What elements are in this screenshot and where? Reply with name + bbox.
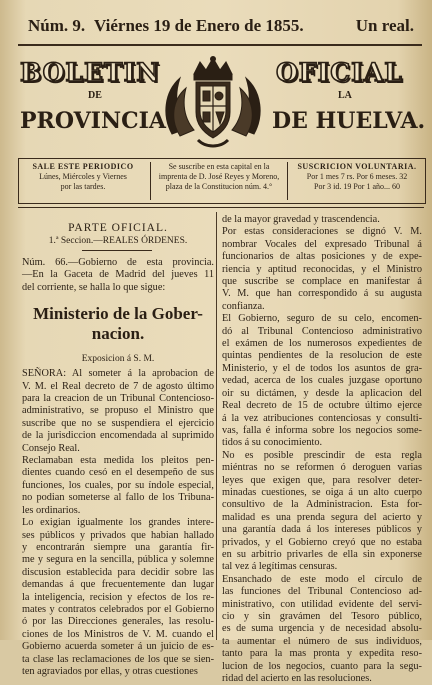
right-column (222, 214, 422, 685)
text-line: la inteligencia, recision y efectos de los re- (22, 591, 214, 603)
text-line: ó por las Direcciones generales, las resolu- (22, 616, 214, 628)
text-line: para la creacion de un Tribunal Contencioso- (22, 393, 214, 405)
text-line: ses públicos y privados que habian hallado (22, 529, 214, 541)
subscription-place (150, 162, 288, 200)
ministry-line-2: nacion. (91, 324, 145, 344)
prices-title: SUSCRICION VOLUNTARIA. (297, 162, 417, 171)
text-line: Reclamaban esta medida los pleitos pen- (22, 455, 214, 467)
text-line: ciones de los Ministros de V. M. cuando el (22, 628, 214, 640)
left-body-text (22, 368, 214, 678)
text-line: consultivo de la Administracion. Esta for- (222, 499, 422, 511)
text-line: les ordinarios. (22, 504, 81, 516)
text-line: ministrativo, con utilidad evidente del servi- (222, 598, 422, 610)
text-line: El Gobierno, seguro de su celo, encomen- (222, 313, 422, 325)
text-line: minadas cuestiones, se oiga á un alto cuerpo (222, 486, 422, 498)
right-body-text (222, 214, 422, 685)
issue-header (18, 14, 422, 46)
prices-line-1: Por 1 mes 7 rs. Por 6 meses. 32 (306, 172, 408, 181)
text-line: demandas á que frecuentemente dan lugar (22, 579, 214, 591)
ministry-line-1: Ministerio de la Gober- (33, 304, 203, 324)
prices-line-2: Por 3 id. 19 Por 1 año... 60 (314, 182, 400, 191)
masthead-boletin: BOLETIN (20, 58, 161, 87)
text-line: ridad del acierto en las resoluciones. (222, 673, 372, 685)
coat-of-arms-icon (158, 56, 268, 152)
text-line: administrativo, se propuso el Ministro que (22, 405, 214, 417)
text-line: á la vez atribuciones contenciosas y consulti- (222, 412, 422, 424)
text-line: del corriente, se halla lo que sigue: (22, 281, 166, 293)
text-line: tidos á su conocimiento. (222, 437, 323, 449)
text-line: Consejo Real. (22, 442, 80, 454)
text-line: privados, y el Gobierno creyó que no estaba (222, 536, 422, 548)
short-divider (82, 250, 152, 251)
text-line: V. M. que han correspondido á su augusta (222, 288, 422, 300)
exposition-title: Exposicion á S. M. (81, 354, 155, 365)
schedule-days: Lúnes, Miércoles y Viernes (39, 172, 127, 181)
masthead-de: DE (88, 90, 102, 101)
text-line: nombrar Vocales del expresado Tribunal á (222, 238, 422, 250)
publication-schedule (21, 162, 145, 192)
text-line: vas, falla é informa sobre los negocios some- (222, 424, 422, 436)
masthead-provincia: PROVINCIA (20, 108, 166, 134)
text-line: es de suma urgencia y de necesidad absolu- (222, 623, 422, 635)
schedule-time: por las tardes. (60, 182, 106, 191)
text-line: Gobierno acuerda someter á un juicio de es- (22, 641, 214, 653)
text-line: V. M. el Real decreto de 7 de agosto último (22, 380, 214, 392)
text-line: dientes cuando cesó en el desempeño de sus (22, 467, 214, 479)
masthead-la: LA (338, 90, 352, 101)
text-line: oir su dictámen, y desde la aplicacion del (222, 387, 422, 399)
text-line: mates y contratos celebrados por el Gobierno (22, 603, 214, 615)
column-divider (216, 212, 217, 640)
text-line: el exámen de los numerosos expedientes de (222, 338, 422, 350)
text-line: Por estas consideraciones se dignó V. M. (222, 226, 422, 238)
text-line: discusion establecida para decidir sobre las (22, 566, 214, 578)
section-title: PARTE OFICIAL. (68, 222, 168, 234)
text-line: de la mayor gravedad y trascendencia. (222, 214, 380, 225)
text-line: no podian someterse al fallo de los Tribuna- (22, 492, 214, 504)
section-subtitle: 1.ª Seccion.—REALES ÓRDENES. (48, 236, 188, 246)
text-line: ta aumentar el número de sus individuos, (222, 635, 422, 647)
text-line: Real decreto de 15 de octubre último ejerce (222, 400, 422, 412)
text-line: y encontrarán siempre una garantía fir- (22, 541, 214, 553)
text-line: suscribe que no se suspendiera el ejercicio (22, 417, 214, 429)
text-line: me y segura en la sencilla, pública y solemne (22, 554, 214, 566)
place-line-1: Se suscribe en esta capital en la (168, 162, 270, 171)
place-line-3: plaza de la Constitucion núm. 4.° (165, 182, 273, 191)
text-line: funcionarios de altas posiciones y de expe- (222, 251, 422, 263)
left-column (22, 214, 214, 678)
text-line: las funciones del Tribunal Contencioso ad- (222, 586, 422, 598)
text-line: funciones, los cuales, por su índole especial, (22, 479, 214, 491)
issue-number: Núm. 9. (28, 16, 86, 35)
issue-price: Un real. (355, 16, 414, 35)
text-line: riencia y aptitud reconocidas, y el Ministro (222, 263, 422, 275)
text-line: —En la Gaceta de Madrid del jueves 11 (22, 269, 214, 281)
text-line: ta clase las reclamaciones de los que se sien- (22, 653, 214, 665)
text-line: Ensanchado de este modo el círculo de (222, 573, 422, 585)
subscription-info-box (18, 158, 426, 204)
masthead-huelva: DE HUELVA. (272, 108, 426, 134)
issue-date: Viérnes 19 de Enero de 1855. (94, 16, 304, 35)
text-line: Lo exigian igualmente los grandes intere- (22, 517, 214, 529)
text-line: malidad es una prenda segura del acierto y (222, 511, 422, 523)
text-line: miéntras no se reformen ó deroguen varias (222, 462, 422, 474)
text-line: Núm. 66.—Gobierno de esta provincia. (22, 257, 214, 268)
text-line: de la jurisdiccion encomendada al suprimido (22, 430, 214, 442)
text-line: confianza. (222, 300, 265, 312)
text-line: quintas pendientes de la resolucion de este (222, 350, 422, 362)
text-line: ten agraviados por ellas, y otras cuestiones (22, 665, 198, 677)
text-line: que suscribe se complace en manifestar á (222, 276, 422, 288)
divider (18, 207, 424, 208)
text-line: cio y sin gravámen del Tesoro público, (222, 611, 422, 622)
ministry-heading (22, 304, 214, 344)
text-line: tal vez á legítimas censuras. (222, 561, 338, 573)
text-line: leyes que exigen que, para resolver deter- (222, 474, 422, 486)
text-line: No es posible prescindir de esta regla (222, 449, 422, 461)
text-line: SEÑORA: Al someter á la aprobacion de (22, 368, 214, 380)
place-line-2: imprenta de D. José Reyes y Moreno, (158, 172, 280, 181)
text-line: dó al Tribunal Contencioso administrativo (222, 325, 422, 337)
text-line: vedad, acerca de los cuales juzgase oportuno (222, 375, 422, 387)
masthead-oficial: OFICIAL (276, 58, 403, 87)
text-line: lucion de los negocios, cuanto para la segu- (222, 660, 422, 672)
text-line: en su arbitrio privarles de ella sin exponerse (222, 548, 422, 560)
subscription-prices (291, 162, 423, 192)
text-line: Ministerio, y el de todos los asuntos de gra- (222, 362, 422, 374)
schedule-title: SALE ESTE PERIODICO (32, 162, 134, 171)
text-line: tanto para la mas pronta y expedita reso- (222, 648, 422, 660)
text-line: una garantía dada á los intereses públicos y (222, 524, 422, 536)
order-lines (22, 257, 214, 294)
